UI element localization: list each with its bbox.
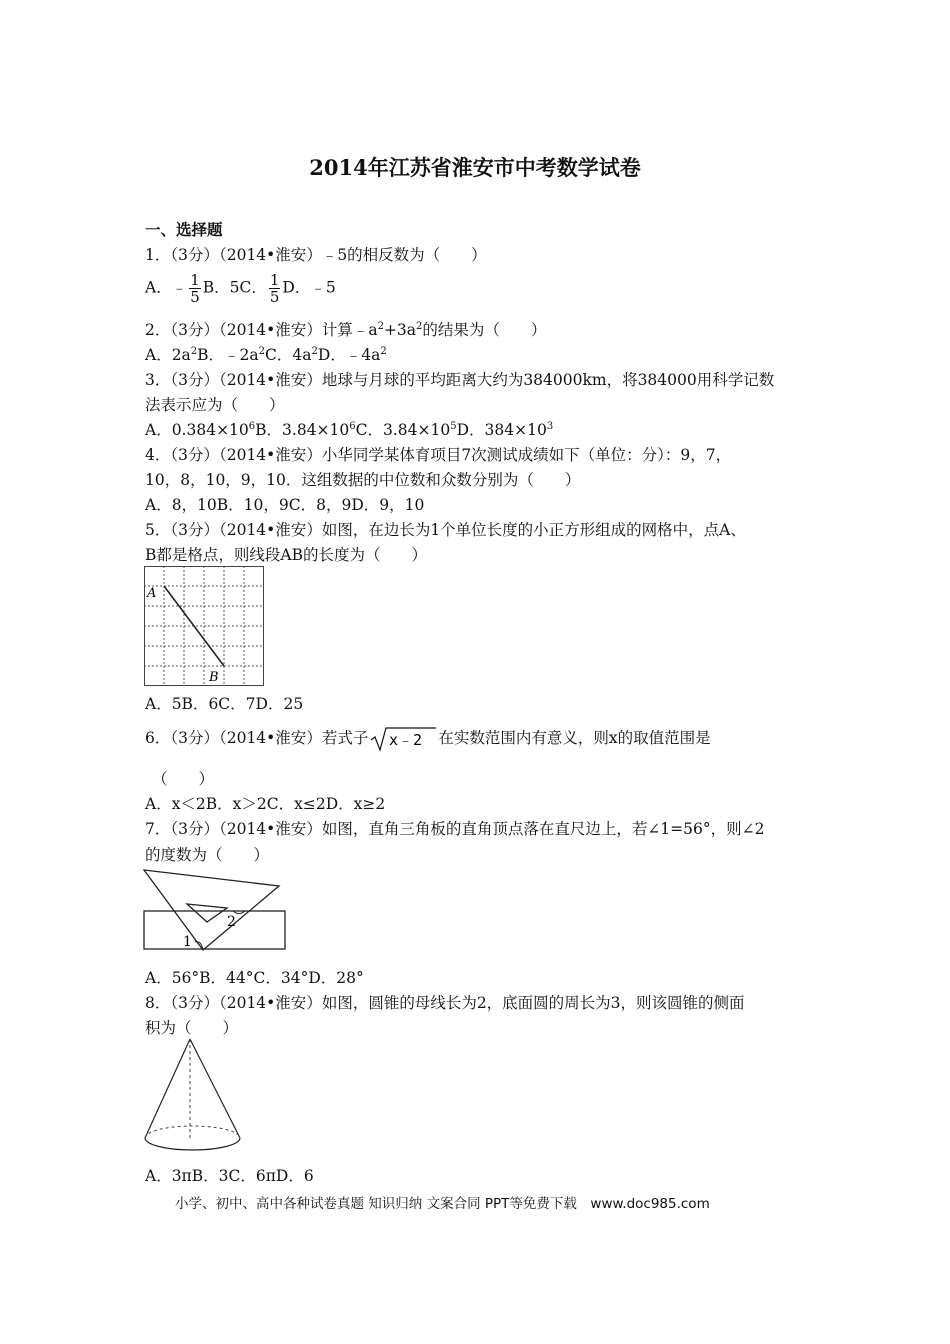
option-a: A．0.384×10: [145, 421, 249, 439]
stem-part: 2．（3分）（2014•淮安）计算﹣a: [145, 321, 378, 339]
exponent: 2: [380, 346, 387, 357]
square-root-expression: [370, 726, 436, 752]
stem-part: +3a: [383, 321, 417, 339]
question-5-line-1: 5．（3分）（2014•淮安）如图，在边长为1个单位长度的小正方形组成的网格中，点A、: [145, 521, 746, 539]
option-b: B．3.84×10: [255, 421, 350, 439]
cone-slant-right: [190, 1039, 240, 1138]
question-6-options: A．x＜2B．x＞2C．x≤2D．x≥2: [145, 795, 386, 813]
option-d: D．384×10: [456, 421, 547, 439]
grid-lines: [144, 566, 264, 686]
option-c: C．4a: [265, 346, 312, 364]
fraction-one-fifth: [269, 272, 281, 305]
option-a: A．2a: [145, 346, 191, 364]
question-4-line-2: 10，8，10，9，10．这组数据的中位数和众数分别为（ ）: [145, 471, 581, 489]
cone-figure: [142, 1036, 244, 1158]
grid-figure: [144, 566, 265, 687]
cone-slant-left: [145, 1039, 190, 1138]
question-1-options: [145, 272, 336, 305]
exponent: 3: [546, 421, 554, 432]
question-5-options: A．5B．6C．7D．25: [145, 695, 304, 713]
question-8-line-1: 8．（3分）（2014•淮安）如图，圆锥的母线长为2，底面圆的周长为3，则该圆锥的侧面: [145, 994, 745, 1012]
page-title: 2014年江苏省淮安市中考数学试卷: [309, 155, 641, 180]
question-4-line-1: 4．（3分）（2014•淮安）小华同学某体育项目7次测试成绩如下（单位：分）：9，7，: [145, 446, 732, 464]
fraction-one-fifth: [189, 272, 201, 305]
option-a-prefix: A．﹣: [145, 278, 188, 297]
footer-text: 小学、初中、高中各种试卷真题 知识归纳 文案合同 PPT等免费下载 www.doc985.com: [175, 1196, 710, 1212]
exponent: 2: [416, 321, 423, 332]
point-b-label: B: [209, 670, 219, 685]
question-7-options: A．56°B．44°C．34°D．28°: [145, 969, 364, 987]
angle-2-label: 2: [227, 914, 236, 930]
point-a-label: A: [147, 586, 157, 601]
fraction-denominator: 5: [190, 288, 200, 306]
question-8-line-2: 积为（ ）: [145, 1019, 239, 1037]
angle-1-label: 1: [183, 934, 192, 950]
triangle-outer: [144, 870, 279, 950]
option-b-c: B．5C．: [202, 278, 267, 297]
question-8-options: A．3πB．3C．6πD．6: [145, 1167, 314, 1185]
question-2-options: [145, 343, 387, 365]
question-1-stem: 1．（3分）（2014•淮安）﹣5的相反数为（ ）: [145, 246, 487, 264]
option-b: B．﹣2a: [197, 346, 259, 364]
question-5-line-2: B都是格点，则线段AB的长度为（ ）: [145, 546, 427, 564]
triangle-inner: [187, 904, 227, 922]
question-3-line-1: 3．（3分）（2014•淮安）地球与月球的平均距离大约为384000km，将384000用科学记数: [145, 371, 775, 389]
exponent: 2: [190, 346, 198, 357]
question-2-stem: [145, 318, 546, 340]
stem-part: 6．（3分）（2014•淮安）若式子: [145, 729, 369, 747]
exponent: 2: [377, 321, 384, 332]
question-7-line-1: 7．（3分）（2014•淮安）如图，直角三角板的直角顶点落在直尺边上，若∠1=56°，则∠2: [145, 820, 765, 838]
question-4-options: A．8，10B．10，9C．8，9D．9，10: [145, 496, 425, 514]
option-d: D．﹣5: [282, 278, 336, 297]
fraction-numerator: 1: [190, 271, 200, 289]
exponent: 5: [450, 421, 457, 432]
question-3-options: [145, 418, 553, 440]
triangle-ruler-figure: [143, 866, 288, 954]
base-back-arc: [145, 1126, 240, 1138]
question-3-line-2: 法表示应为（ ）: [145, 396, 285, 414]
stem-part: 在实数范围内有意义，则x的取值范围是: [438, 729, 711, 747]
exponent: 6: [248, 421, 256, 432]
exponent: 2: [311, 346, 318, 357]
radicand: x﹣2: [389, 731, 423, 749]
section-heading: 一、选择题: [145, 220, 223, 239]
base-front-arc: [145, 1138, 240, 1150]
question-7-line-2: 的度数为（ ）: [145, 846, 270, 864]
option-c: C．3.84×10: [355, 421, 451, 439]
question-6-stem: [145, 726, 711, 752]
radical-sign-icon: [370, 726, 436, 752]
question-6-paren: （ ）: [152, 770, 215, 788]
stem-part: 的结果为（ ）: [422, 321, 547, 339]
option-d: D．﹣4a: [317, 346, 381, 364]
exponent: 2: [258, 346, 266, 357]
fraction-numerator: 1: [269, 271, 280, 289]
fraction-denominator: 5: [269, 288, 280, 306]
exponent: 6: [349, 421, 356, 432]
